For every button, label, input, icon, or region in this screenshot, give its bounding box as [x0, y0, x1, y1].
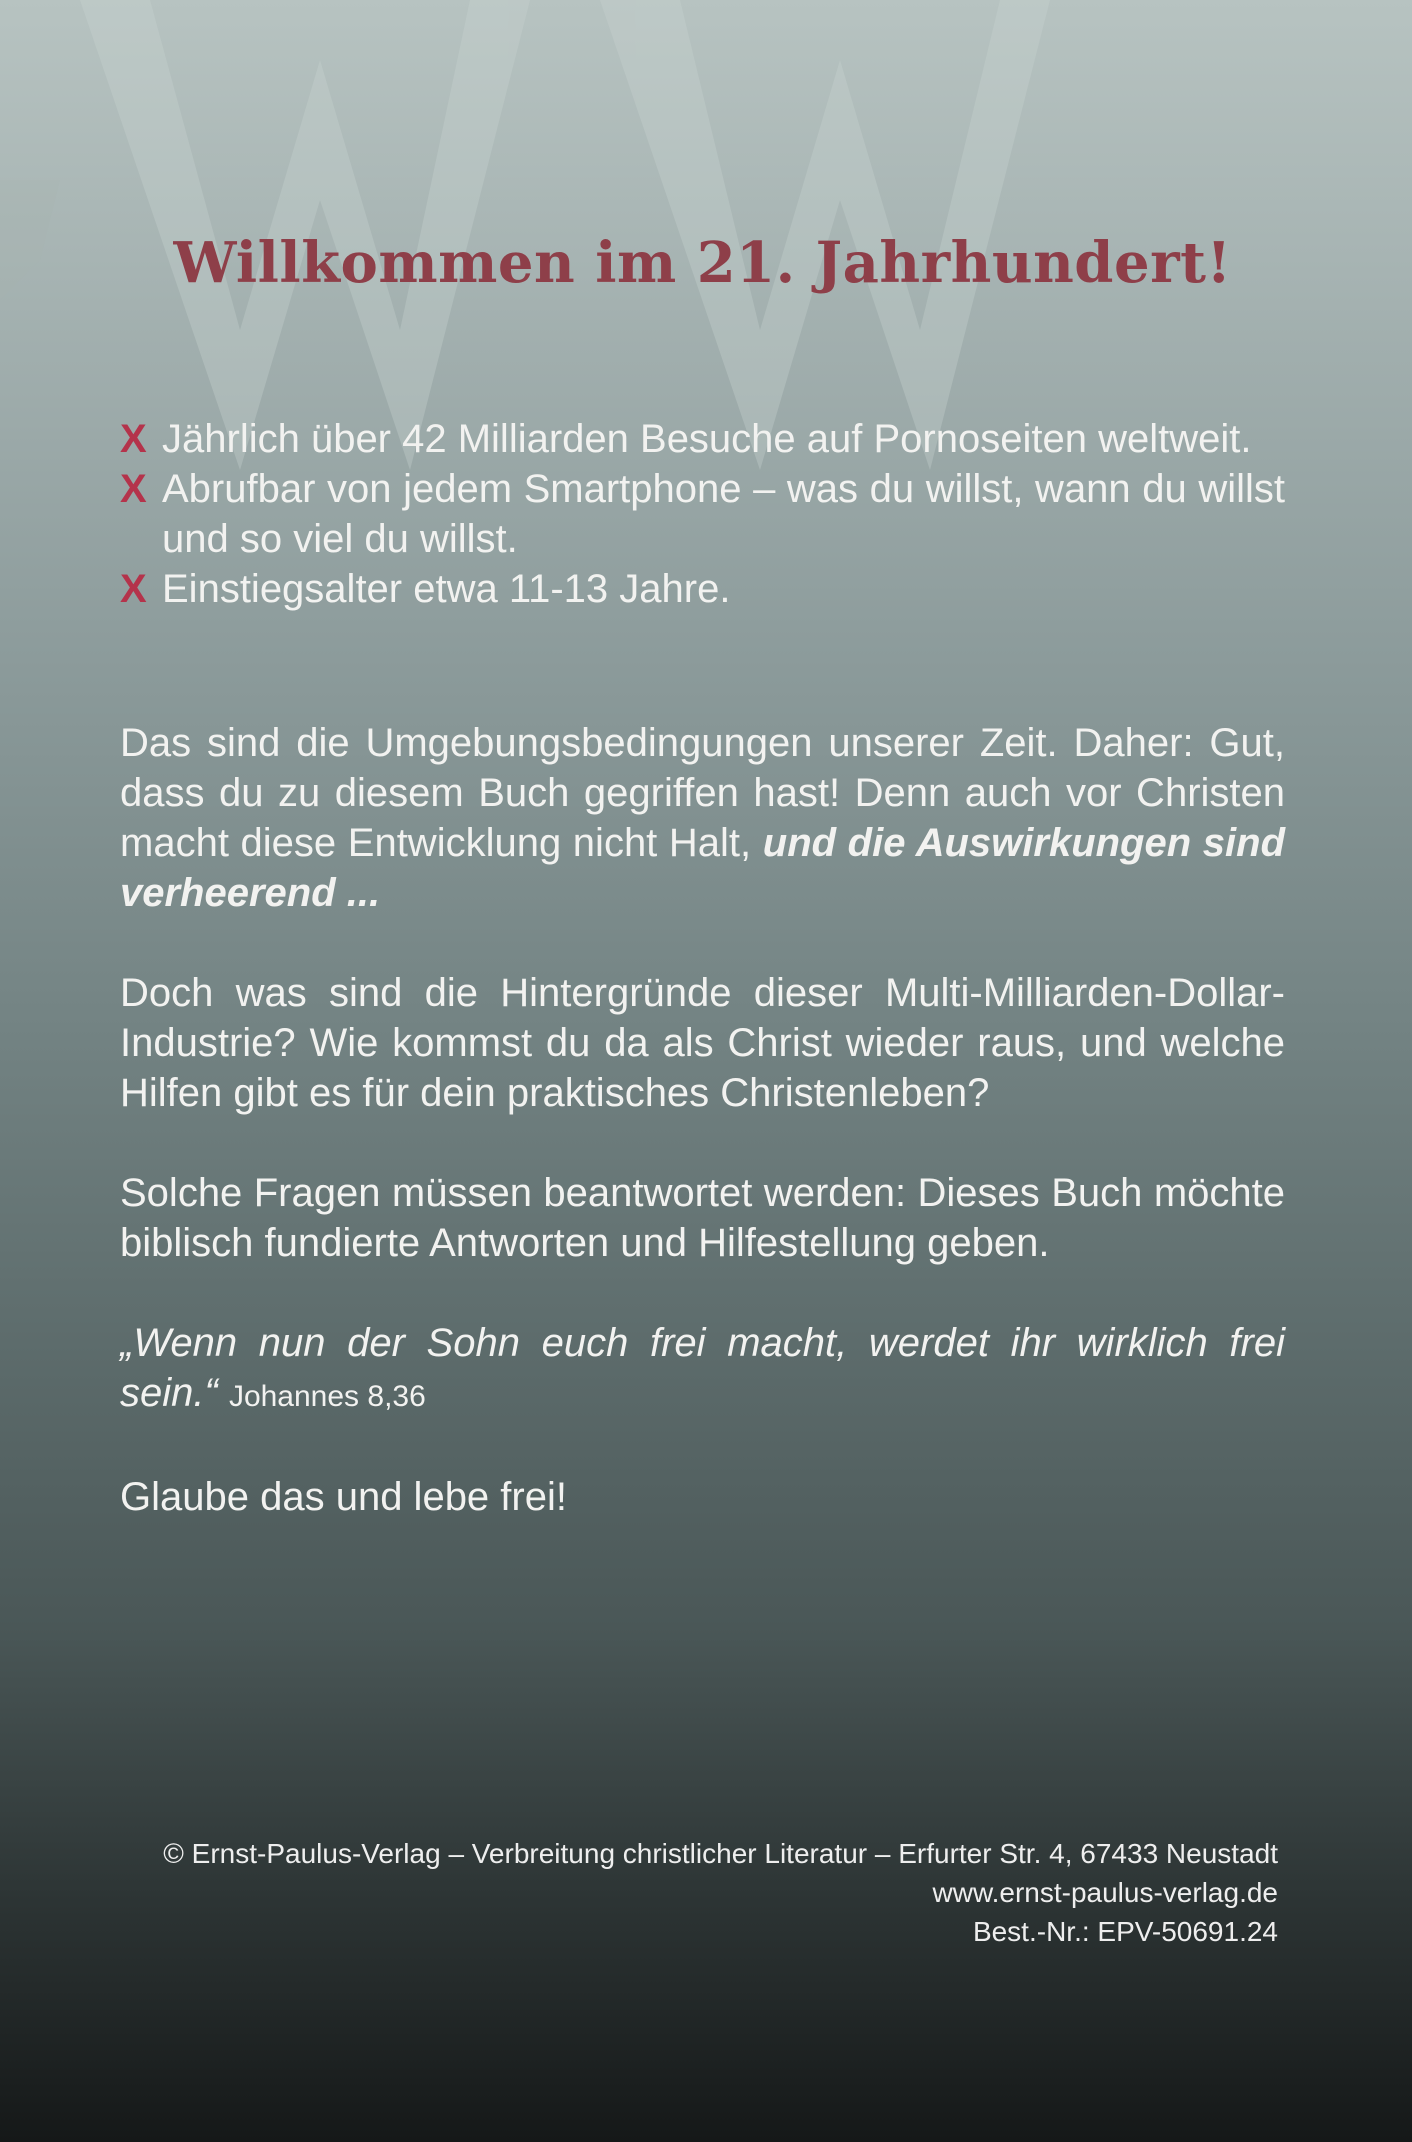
fact-text: Abrufbar von jedem Smartphone – was du willst, wann du willst und so viel du willst. — [162, 467, 1285, 561]
publisher-line: © Ernst-Paulus-Verlag – Verbreitung christlicher Literatur – Erfurter Str. 4, 67433 Neustadt — [163, 1838, 1278, 1869]
website-link[interactable]: www.ernst-paulus-verlag.de — [932, 1877, 1278, 1908]
fact-text: Einstiegsalter etwa 11-13 Jahre. — [162, 567, 731, 611]
fact-item — [120, 464, 1285, 564]
intro-paragraph — [120, 718, 1285, 918]
facts-list — [120, 414, 1285, 614]
fact-item — [120, 414, 1285, 464]
x-mark-icon: X — [120, 417, 147, 461]
purpose-paragraph: Solche Fragen müssen beantwortet werden: Dieses Buch möchte biblisch fundierte Antworten und Hilfestellung geben. — [120, 1171, 1285, 1265]
publisher-footer — [78, 1834, 1278, 1951]
x-mark-icon: X — [120, 467, 147, 511]
fact-text: Jährlich über 42 Milliarden Besuche auf Pornoseiten weltweit. — [162, 417, 1252, 461]
bible-quote — [120, 1318, 1285, 1422]
intro-emphasis: und die Auswirkungen sind verheerend ... — [120, 821, 1286, 915]
quote-reference: Johannes 8,36 — [228, 1380, 426, 1413]
back-cover-content — [120, 210, 1285, 1522]
intro-text: Das sind die Umgebungsbedingungen unserer Zeit. Daher: Gut, dass du zu diesem Buch gegriffen hast! Denn auch vor Christen macht diese Entwicklung nicht Halt, — [120, 721, 1285, 865]
x-mark-icon: X — [120, 567, 147, 611]
closing-line: Glaube das und lebe frei! — [120, 1475, 567, 1519]
quote-text: „Wenn nun der Sohn euch frei macht, werdet ihr wirklich frei sein.“ — [120, 1321, 1285, 1415]
cover-title: Willkommen im 21. Jahrhundert! — [173, 230, 1232, 296]
order-number: Best.-Nr.: EPV-50691.24 — [972, 1916, 1278, 1947]
fact-item — [120, 564, 1285, 614]
questions-paragraph: Doch was sind die Hintergründe dieser Multi-Milliarden-Dollar-Industrie? Wie kommst du da als Christ wieder raus, und welche Hilfen gibt es für dein praktisches Christenleben? — [120, 971, 1285, 1115]
